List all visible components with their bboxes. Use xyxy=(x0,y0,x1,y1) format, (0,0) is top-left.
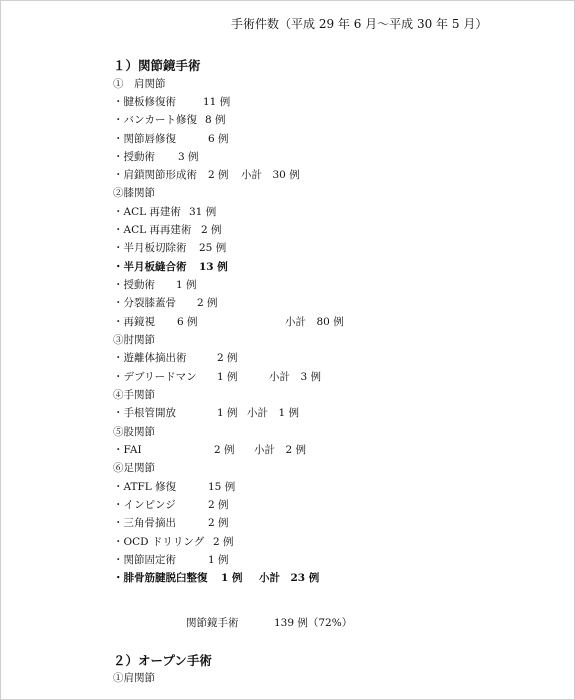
total-value: 139 例（72%） xyxy=(274,617,353,629)
subtotal: 小計 3 例 xyxy=(269,371,322,383)
subsection-elbow: ③肘関節 xyxy=(113,334,155,346)
subtotal: 小計 1 例 xyxy=(247,407,300,419)
subtotal: 小計 23 例 xyxy=(259,572,320,584)
list-item: ・三角骨摘出 2 例 xyxy=(113,517,229,529)
list-item: ・半月板切除術 25 例 xyxy=(113,242,227,254)
subsection-shoulder: ① 肩関節 xyxy=(113,78,166,90)
list-item: ・ACL 再再建術 2 例 xyxy=(113,224,222,236)
subsection-open-shoulder: ①肩関節 xyxy=(113,672,155,684)
subtotal: 小計 2 例 xyxy=(254,444,307,456)
list-item: ・半月板縫合術 13 例 xyxy=(113,261,228,273)
list-item: ・肩鎖関節形成術 2 例 小計 30 例 xyxy=(113,169,300,181)
list-item: ・ATFL 修復 15 例 xyxy=(113,481,236,493)
list-item: ・デブリードマン 1 例 小計 3 例 xyxy=(113,371,322,383)
list-item: ・関節唇修復 6 例 xyxy=(113,133,229,145)
total-label: 関節鏡手術 xyxy=(186,617,239,629)
list-item: ・腱板修復術 11 例 xyxy=(113,96,231,108)
subsection-hip: ⑤股関節 xyxy=(113,426,155,438)
list-item: ・OCD ドリリング 2 例 xyxy=(113,536,234,548)
subsection-ankle: ⑥足関節 xyxy=(113,462,155,474)
list-item: ・授動術 1 例 xyxy=(113,279,197,291)
arthroscopic-total xyxy=(186,615,352,630)
list-item: ・腓骨筋腱脱臼整復 1 例 小計 23 例 xyxy=(113,572,320,584)
list-item: ・FAI 2 例 小計 2 例 xyxy=(113,444,307,456)
subtotal: 小計 30 例 xyxy=(241,169,300,181)
list-item: ・バンカート修復 8 例 xyxy=(113,114,226,126)
subtotal: 小計 80 例 xyxy=(285,316,344,328)
list-item: ・ACL 再建術 31 例 xyxy=(113,206,217,218)
section-heading-open-surgery: ２）オープン手術 xyxy=(113,653,212,668)
list-item: ・授動術 3 例 xyxy=(113,151,199,163)
subsection-wrist: ④手関節 xyxy=(113,389,155,401)
list-item: ・遊離体摘出術 2 例 xyxy=(113,352,238,364)
list-item: ・手根管開放 1 例 小計 1 例 xyxy=(113,407,300,419)
list-item: ・関節固定術 1 例 xyxy=(113,554,229,566)
list-item: ・分裂膝蓋骨 2 例 xyxy=(113,297,218,309)
list-item: ・再鏡視 6 例 小計 80 例 xyxy=(113,316,344,328)
document-title: 手術件数（平成 29 年 6 月〜平成 30 年 5 月） xyxy=(231,17,488,31)
section-heading-arthroscopic: １）関節鏡手術 xyxy=(113,58,201,73)
list-item: ・インピンジ 2 例 xyxy=(113,499,229,511)
subsection-knee: ②膝関節 xyxy=(113,187,155,199)
